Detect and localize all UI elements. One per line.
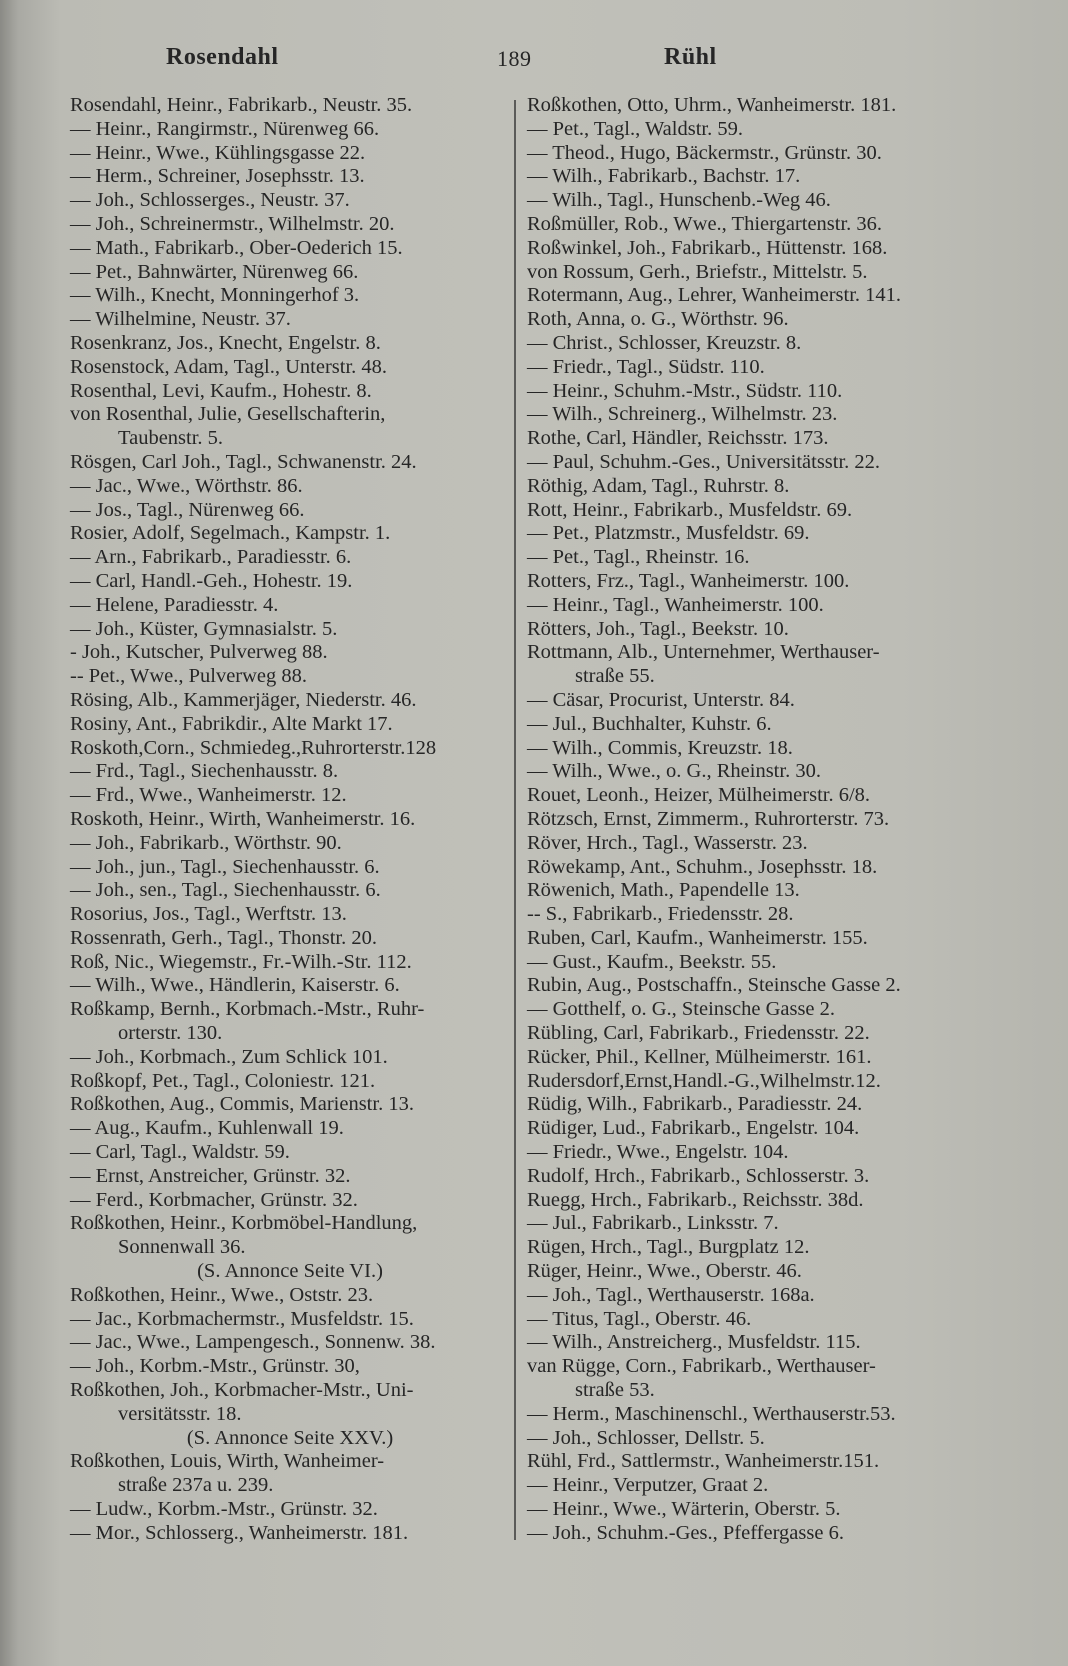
directory-entry: Rösgen, Carl Joh., Tagl., Schwanenstr. 24.	[70, 450, 417, 473]
entry-continuation: Taubenstr. 5.	[118, 427, 224, 450]
directory-sub-entry: — Carl, Tagl., Waldstr. 59.	[70, 1141, 290, 1164]
directory-sub-entry: — Joh., sen., Tagl., Siechenhausstr. 6.	[70, 879, 381, 902]
directory-entry: Roßkothen, Joh., Korbmacher-Mstr., Uni-	[70, 1379, 414, 1402]
directory-entry: Rosier, Adolf, Segelmach., Kampstr. 1.	[70, 522, 391, 545]
directory-sub-entry: — Titus, Tagl., Oberstr. 46.	[527, 1307, 752, 1330]
directory-entry: van Rügge, Corn., Fabrikarb., Werthauser-	[527, 1355, 876, 1378]
directory-entry: Roßkothen, Heinr., Korbmöbel-Handlung,	[70, 1212, 418, 1235]
directory-sub-entry: — Paul, Schuhm.-Ges., Universitätsstr. 22.	[527, 450, 881, 473]
directory-entry: Roskoth,Corn., Schmiedeg.,Ruhrorterstr.128	[70, 736, 437, 759]
directory-sub-entry: — Friedr., Tagl., Südstr. 110.	[527, 355, 765, 378]
directory-sub-entry: — Theod., Hugo, Bäckermstr., Grünstr. 30.	[527, 141, 882, 164]
directory-sub-entry: — Wilh., Wwe., o. G., Rheinstr. 30.	[527, 760, 821, 783]
directory-entry: Rüdiger, Lud., Fabrikarb., Engelstr. 104.	[527, 1117, 860, 1140]
directory-entry: Rotters, Frz., Tagl., Wanheimerstr. 100.	[527, 569, 850, 592]
directory-sub-entry: — Heinr., Tagl., Wanheimerstr. 100.	[527, 593, 824, 616]
directory-sub-entry: — Jac., Wwe., Lampengesch., Sonnenw. 38.	[70, 1331, 436, 1354]
directory-sub-entry: — Pet., Tagl., Rheinstr. 16.	[527, 546, 750, 569]
right-column	[527, 94, 967, 1546]
directory-entry: Rothe, Carl, Händler, Reichsstr. 173.	[527, 427, 829, 450]
directory-entry: Rosendahl, Heinr., Fabrikarb., Neustr. 35.	[70, 94, 413, 116]
directory-sub-entry: — Gust., Kaufm., Beekstr. 55.	[527, 950, 777, 973]
directory-sub-entry: — Math., Fabrikarb., Ober-Oederich 15.	[70, 236, 403, 259]
directory-entry: Röthig, Adam, Tagl., Ruhrstr. 8.	[527, 474, 790, 497]
directory-sub-entry: — Joh., Küster, Gymnasialstr. 5.	[70, 617, 338, 640]
directory-sub-entry: — Wilh., Tagl., Hunschenb.-Weg 46.	[527, 189, 831, 212]
directory-entry: Roßkothen, Otto, Uhrm., Wanheimerstr. 181.	[527, 94, 897, 116]
directory-entry: Rudersdorf,Ernst,Handl.-G.,Wilhelmstr.12.	[527, 1069, 881, 1092]
directory-entry: Rotermann, Aug., Lehrer, Wanheimerstr. 141.	[527, 284, 902, 307]
directory-sub-entry: — Christ., Schlosser, Kreuzstr. 8.	[527, 331, 802, 354]
directory-sub-entry: — Joh., Korbmach., Zum Schlick 101.	[70, 1045, 388, 1068]
entry-continuation: straße 55.	[575, 665, 655, 688]
directory-entry: Rottmann, Alb., Unternehmer, Werthauser-	[527, 641, 880, 664]
left-column	[70, 94, 510, 1546]
directory-entry: Rüdig, Wilh., Fabrikarb., Paradiesstr. 24.	[527, 1093, 863, 1116]
directory-sub-entry: — Jul., Buchhalter, Kuhstr. 6.	[527, 712, 772, 735]
directory-entry: Rüger, Heinr., Wwe., Oberstr. 46.	[527, 1260, 802, 1283]
directory-sub-entry: — Wilhelmine, Neustr. 37.	[70, 308, 291, 331]
directory-entry: Rügen, Hrch., Tagl., Burgplatz 12.	[527, 1236, 810, 1259]
entry-continuation: Sonnenwall 36.	[118, 1236, 246, 1259]
directory-entry: von Rosenthal, Julie, Gesellschafterin,	[70, 403, 386, 426]
directory-sub-entry: — Cäsar, Procurist, Unterstr. 84.	[527, 688, 795, 711]
directory-entry: Rötters, Joh., Tagl., Beekstr. 10.	[527, 617, 789, 640]
directory-sub-entry: — Pet., Bahnwärter, Nürenweg 66.	[70, 260, 359, 283]
directory-entry: Rossenrath, Gerh., Tagl., Thonstr. 20.	[70, 926, 377, 949]
directory-entry: Rösing, Alb., Kammerjäger, Niederstr. 46.	[70, 688, 417, 711]
directory-sub-entry: - Joh., Kutscher, Pulverweg 88.	[70, 641, 328, 664]
directory-entry: Roßmüller, Rob., Wwe., Thiergartenstr. 36.	[527, 212, 883, 235]
directory-sub-entry: — Wilh., Schreinerg., Wilhelmstr. 23.	[527, 403, 838, 426]
directory-entry: Ruegg, Hrch., Fabrikarb., Reichsstr. 38d.	[527, 1188, 864, 1211]
directory-entry: Rosorius, Jos., Tagl., Werftstr. 13.	[70, 903, 347, 926]
entry-continuation: versitätsstr. 18.	[118, 1402, 242, 1425]
directory-sub-entry: — Ludw., Korbm.-Mstr., Grünstr. 32.	[70, 1498, 378, 1521]
directory-entry: Rühl, Frd., Sattlermstr., Wanheimerstr.151.	[527, 1450, 880, 1473]
directory-sub-entry: — Pet., Tagl., Waldstr. 59.	[527, 117, 743, 140]
page-number: 189	[497, 46, 532, 71]
directory-sub-entry: — Herm., Schreiner, Josephsstr. 13.	[70, 165, 365, 188]
directory-entry: Rosenkranz, Jos., Knecht, Engelstr. 8.	[70, 331, 381, 354]
directory-sub-entry: — Wilh., Fabrikarb., Bachstr. 17.	[527, 165, 801, 188]
directory-sub-entry: — Gotthelf, o. G., Steinsche Gasse 2.	[527, 998, 836, 1021]
entry-continuation: orterstr. 130.	[118, 1022, 223, 1045]
directory-sub-entry: — Jul., Fabrikarb., Linksstr. 7.	[527, 1212, 779, 1235]
directory-sub-entry: — Joh., Schlosser, Dellstr. 5.	[527, 1426, 765, 1449]
directory-sub-entry: — Jac., Korbmachermstr., Musfeldstr. 15.	[70, 1307, 414, 1330]
directory-sub-entry: — Helene, Paradiesstr. 4.	[70, 593, 279, 616]
directory-sub-entry: -- S., Fabrikarb., Friedensstr. 28.	[527, 903, 794, 926]
directory-entry: Rosenthal, Levi, Kaufm., Hohestr. 8.	[70, 379, 372, 402]
directory-sub-entry: — Heinr., Wwe., Wärterin, Oberstr. 5.	[527, 1498, 841, 1521]
directory-sub-entry: — Joh., Schlosserges., Neustr. 37.	[70, 189, 350, 212]
directory-sub-entry: — Joh., Korbm.-Mstr., Grünstr. 30,	[70, 1355, 360, 1378]
directory-entry: Rücker, Phil., Kellner, Mülheimerstr. 161.	[527, 1045, 872, 1068]
directory-sub-entry: — Mor., Schlosserg., Wanheimerstr. 181.	[70, 1521, 409, 1544]
directory-sub-entry: — Wilh., Anstreicherg., Musfeldstr. 115.	[527, 1331, 861, 1354]
advertisement-note: (S. Annonce Seite VI.)	[197, 1260, 383, 1283]
directory-entry: Rosenstock, Adam, Tagl., Unterstr. 48.	[70, 355, 388, 378]
directory-entry: Rosiny, Ant., Fabrikdir., Alte Markt 17.	[70, 712, 393, 735]
directory-entry: Röwenich, Math., Papendelle 13.	[527, 879, 800, 902]
directory-sub-entry: — Frd., Wwe., Wanheimerstr. 12.	[70, 784, 347, 807]
entry-continuation: straße 237a u. 239.	[118, 1474, 274, 1497]
directory-sub-entry: — Joh., Schuhm.-Ges., Pfeffergasse 6.	[527, 1521, 844, 1544]
directory-entry: Roßkopf, Pet., Tagl., Coloniestr. 121.	[70, 1069, 376, 1092]
directory-entry: Roßkothen, Louis, Wirth, Wanheimer-	[70, 1450, 385, 1473]
advertisement-note: (S. Annonce Seite XXV.)	[186, 1426, 394, 1449]
directory-entry: Roßwinkel, Joh., Fabrikarb., Hüttenstr. 168.	[527, 236, 888, 259]
running-head-left: Rosendahl	[166, 44, 279, 70]
directory-sub-entry: — Joh., jun., Tagl., Siechenhausstr. 6.	[70, 855, 380, 878]
directory-sub-entry: — Aug., Kaufm., Kuhlenwall 19.	[70, 1117, 344, 1140]
directory-entry: Rötzsch, Ernst, Zimmerm., Ruhrorterstr. 73.	[527, 807, 890, 830]
directory-sub-entry: — Heinr., Verputzer, Graat 2.	[527, 1474, 769, 1497]
directory-entry: Röwekamp, Ant., Schuhm., Josephsstr. 18.	[527, 855, 878, 878]
directory-sub-entry: — Ernst, Anstreicher, Grünstr. 32.	[70, 1164, 351, 1187]
directory-entry: Roskoth, Heinr., Wirth, Wanheimerstr. 16.	[70, 807, 416, 830]
directory-entry: Ruben, Carl, Kaufm., Wanheimerstr. 155.	[527, 926, 868, 949]
directory-sub-entry: — Ferd., Korbmacher, Grünstr. 32.	[70, 1188, 358, 1211]
directory-entry: Rudolf, Hrch., Fabrikarb., Schlosserstr. 3.	[527, 1164, 870, 1187]
directory-sub-entry: — Wilh., Commis, Kreuzstr. 18.	[527, 736, 793, 759]
directory-entry: Roß, Nic., Wiegemstr., Fr.-Wilh.-Str. 112.	[70, 950, 412, 973]
directory-sub-entry: -- Pet., Wwe., Pulverweg 88.	[70, 665, 308, 688]
directory-sub-entry: — Jos., Tagl., Nürenweg 66.	[70, 498, 305, 521]
directory-sub-entry: — Wilh., Wwe., Händlerin, Kaiserstr. 6.	[70, 974, 400, 997]
directory-entry: Rubin, Aug., Postschaffn., Steinsche Gasse 2.	[527, 974, 901, 997]
directory-sub-entry: — Arn., Fabrikarb., Paradiesstr. 6.	[70, 546, 352, 569]
directory-entry: von Rossum, Gerh., Briefstr., Mittelstr. 5.	[527, 260, 868, 283]
directory-entry: Roßkothen, Aug., Commis, Marienstr. 13.	[70, 1093, 414, 1116]
directory-entry: Rübling, Carl, Fabrikarb., Friedensstr. 22.	[527, 1022, 870, 1045]
directory-entry: Roth, Anna, o. G., Wörthstr. 96.	[527, 308, 789, 331]
directory-sub-entry: — Heinr., Wwe., Kühlingsgasse 22.	[70, 141, 366, 164]
directory-sub-entry: — Heinr., Rangirmstr., Nürenweg 66.	[70, 117, 380, 140]
directory-entry: Roßkothen, Heinr., Wwe., Oststr. 23.	[70, 1283, 374, 1306]
directory-sub-entry: — Pet., Platzmstr., Musfeldstr. 69.	[527, 522, 810, 545]
directory-sub-entry: — Wilh., Knecht, Monningerhof 3.	[70, 284, 360, 307]
directory-entry: Roßkamp, Bernh., Korbmach.-Mstr., Ruhr-	[70, 998, 425, 1021]
running-head-right: Rühl	[664, 44, 717, 70]
directory-entry: Rouet, Leonh., Heizer, Mülheimerstr. 6/8.	[527, 784, 871, 807]
directory-sub-entry: — Joh., Schreinermstr., Wilhelmstr. 20.	[70, 212, 395, 235]
directory-sub-entry: — Heinr., Schuhm.-Mstr., Südstr. 110.	[527, 379, 843, 402]
directory-sub-entry: — Herm., Maschinenschl., Werthauserstr.53.	[527, 1402, 896, 1425]
column-divider	[514, 100, 516, 1540]
directory-entry: Röver, Hrch., Tagl., Wasserstr. 23.	[527, 831, 808, 854]
directory-sub-entry: — Jac., Wwe., Wörthstr. 86.	[70, 474, 303, 497]
directory-sub-entry: — Joh., Tagl., Werthauserstr. 168a.	[527, 1283, 815, 1306]
directory-sub-entry: — Frd., Tagl., Siechenhausstr. 8.	[70, 760, 339, 783]
directory-entry: Rott, Heinr., Fabrikarb., Musfeldstr. 69.	[527, 498, 853, 521]
directory-sub-entry: — Friedr., Wwe., Engelstr. 104.	[527, 1141, 789, 1164]
entry-continuation: straße 53.	[575, 1379, 655, 1402]
directory-sub-entry: — Joh., Fabrikarb., Wörthstr. 90.	[70, 831, 342, 854]
directory-sub-entry: — Carl, Handl.-Geh., Hohestr. 19.	[70, 569, 353, 592]
